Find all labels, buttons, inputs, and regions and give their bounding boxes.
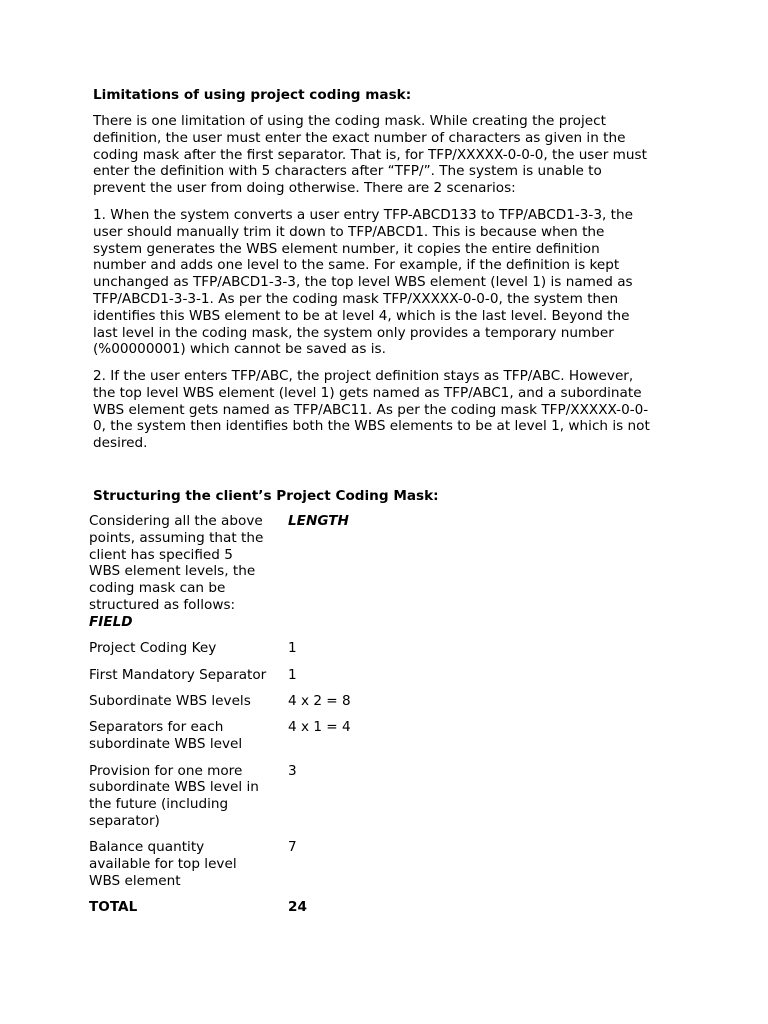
table-row: [89, 763, 489, 830]
table-row: [89, 640, 489, 657]
length-cell: 4 x 1 = 4: [288, 719, 351, 736]
field-cell: Balance quantity available for top level WBS element: [89, 839, 237, 889]
length-cell: 3: [288, 762, 297, 779]
length-cell: 1: [288, 640, 297, 657]
table-row: [89, 719, 489, 753]
total-value: 24: [288, 899, 307, 916]
table-row: [89, 693, 489, 710]
field-column-header: FIELD: [89, 613, 133, 630]
field-cell: Project Coding Key: [89, 640, 217, 657]
section-heading-limitations: Limitations of using project coding mask:: [93, 87, 412, 103]
table-row: [89, 839, 489, 889]
field-cell: First Mandatory Separator: [89, 666, 267, 683]
paragraph-scenario-2: 2. If the user enters TFP/ABC, the project definition stays as TFP/ABC. However, the top level WBS element (level 1) gets named as TFP/ABC1, and a subordinate WBS element gets named as TFP/ABC11. As per the coding mask TFP/XXXXX-0-0- 0, the system then identifies both the WBS elements to be at level 1, which is not desired.: [93, 368, 650, 452]
table-intro-text: Considering all the above points, assuming that the client has specified 5 WBS element levels, the coding mask can be structured as follows:: [89, 513, 264, 613]
section-heading-structuring: Structuring the client’s Project Coding Mask:: [93, 488, 439, 504]
field-cell: Provision for one more subordinate WBS level in the future (including separator): [89, 762, 259, 829]
table-total-row: [89, 899, 489, 916]
field-cell: Separators for each subordinate WBS level: [89, 719, 243, 753]
coding-mask-table: [89, 513, 489, 926]
table-row: [89, 667, 489, 684]
length-column-header: LENGTH: [288, 513, 349, 529]
paragraph-intro: There is one limitation of using the coding mask. While creating the project definition, the user must enter the exact number of characters as given in the coding mask after the first separator. That is, for TFP/XXXXX-0-0-0, the user must enter the definition with 5 characters after “TFP/”. The system is unable to prevent the user from doing otherwise. There are 2 scenarios:: [93, 113, 647, 197]
field-cell: Subordinate WBS levels: [89, 692, 251, 709]
length-cell: 1: [288, 666, 297, 683]
table-header-field-cell: [89, 513, 288, 631]
length-cell: 7: [288, 839, 297, 856]
paragraph-scenario-1: 1. When the system converts a user entry TFP-ABCD133 to TFP/ABCD1-3-3, the user should manually trim it down to TFP/ABCD1. This is because when the system generates the WBS element number, it copies the entire definition number and adds one level to the same. For example, if the definition is kept unchanged as TFP/ABCD1-3-3, the top level WBS element (level 1) is named as TFP/ABCD1-3-3-1. As per the coding mask TFP/XXXXX-0-0-0, the system then identifies this WBS element to be at level 4, which is the last level. Beyond the last level in the coding mask, the system only provides a temporary number (%00000001) which cannot be saved as is.: [93, 207, 633, 358]
length-cell: 4 x 2 = 8: [288, 692, 351, 709]
table-header-row: [89, 513, 489, 631]
total-label: TOTAL: [89, 899, 138, 916]
